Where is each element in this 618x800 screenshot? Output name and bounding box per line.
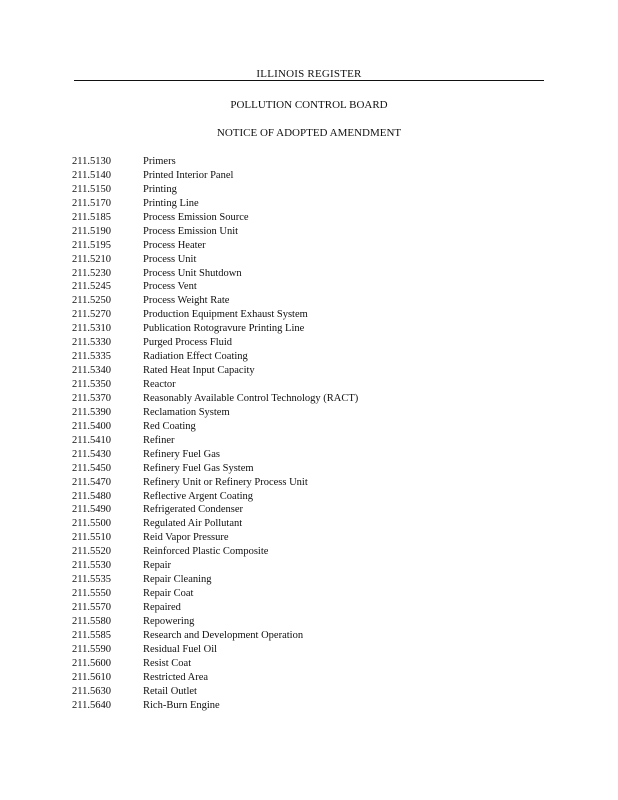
section-number: 211.5550 (72, 588, 111, 600)
definition-term: Resist Coat (143, 657, 192, 669)
section-number: 211.5580 (72, 615, 111, 627)
definition-term: Red Coating (143, 420, 196, 432)
definition-term: Repair Coat (143, 588, 194, 600)
section-number: 211.5150 (72, 183, 111, 195)
definition-term: Research and Development Operation (143, 629, 304, 641)
definition-row (72, 531, 512, 545)
definition-row (72, 267, 512, 281)
section-number: 211.5570 (72, 602, 111, 613)
definition-term: Refrigerated Condenser (143, 504, 244, 516)
section-number: 211.5190 (72, 225, 111, 237)
section-number: 211.5450 (72, 462, 111, 474)
definition-term: Purged Process Fluid (143, 337, 233, 349)
section-number: 211.5185 (72, 211, 111, 223)
definition-term: Reclamation System (143, 406, 230, 418)
section-number: 211.5520 (72, 546, 111, 558)
definition-term: Primers (143, 156, 176, 167)
definition-term: Printed Interior Panel (143, 169, 234, 181)
section-number: 211.5500 (72, 518, 111, 530)
definition-row (72, 476, 512, 490)
section-number: 211.5350 (72, 379, 111, 390)
register-title: ILLINOIS REGISTER (250, 68, 367, 80)
definition-term: Repowering (143, 615, 195, 627)
section-number: 211.5610 (72, 671, 111, 683)
definition-row (72, 615, 512, 629)
definition-term: Printing Line (143, 197, 199, 209)
section-number: 211.5590 (72, 643, 111, 655)
definition-row (72, 559, 512, 573)
definition-row (72, 587, 512, 601)
definition-row (72, 434, 512, 448)
definition-row (72, 545, 512, 559)
section-number: 211.5585 (72, 629, 111, 641)
definition-row (72, 197, 512, 211)
definition-term: Rich-Burn Engine (143, 699, 220, 711)
definition-row (72, 462, 512, 476)
definition-term: Residual Fuel Oil (143, 643, 218, 655)
definition-term: Publication Rotogravure Printing Line (143, 323, 305, 335)
definition-row (72, 490, 512, 504)
section-number: 211.5130 (72, 156, 111, 167)
definition-row (72, 280, 512, 294)
definition-term: Process Vent (143, 281, 197, 293)
section-number: 211.5640 (72, 699, 111, 711)
definition-row (72, 211, 512, 225)
definition-term: Refiner (143, 434, 175, 446)
section-number: 211.5330 (72, 337, 111, 349)
definition-row (72, 378, 512, 392)
definition-term: Retail Outlet (143, 685, 197, 697)
definition-row (72, 225, 512, 239)
section-number: 211.5390 (72, 406, 111, 418)
definition-row (72, 601, 512, 615)
header-rule (74, 80, 544, 81)
definition-term: Process Emission Source (143, 211, 249, 223)
section-number: 211.5490 (72, 504, 111, 516)
definition-term: Radiation Effect Coating (143, 351, 248, 363)
definition-row (72, 169, 512, 183)
definition-row (72, 643, 512, 657)
agency-title: POLLUTION CONTROL BOARD (230, 99, 388, 111)
definition-row (72, 183, 512, 197)
definition-row (72, 420, 512, 434)
definition-row (72, 699, 512, 713)
section-number: 211.5340 (72, 365, 111, 377)
definition-row (72, 406, 512, 420)
definition-row (72, 392, 512, 406)
definition-term: Process Unit Shutdown (143, 267, 242, 279)
definition-row (72, 685, 512, 699)
definition-term: Repaired (143, 602, 181, 613)
section-number: 211.5195 (72, 239, 111, 251)
definition-term: Refinery Unit or Refinery Process Unit (143, 476, 308, 488)
definition-term: Repair Cleaning (143, 574, 212, 586)
section-number: 211.5210 (72, 253, 111, 265)
section-number: 211.5600 (72, 657, 111, 669)
section-number: 211.5370 (72, 392, 111, 404)
definition-term: Production Equipment Exhaust System (143, 309, 308, 321)
definition-term: Reinforced Plastic Composite (143, 546, 269, 558)
section-number: 211.5530 (72, 560, 111, 572)
definition-row (72, 364, 512, 378)
definition-term: Process Emission Unit (143, 225, 239, 237)
definition-term: Reid Vapor Pressure (143, 532, 229, 544)
definition-row (72, 322, 512, 336)
section-number: 211.5335 (72, 351, 111, 363)
section-number: 211.5535 (72, 574, 111, 586)
definition-term: Process Unit (143, 253, 197, 265)
section-number: 211.5170 (72, 197, 111, 209)
definition-row (72, 239, 512, 253)
definition-term: Reasonably Available Control Technology (RACT) (143, 392, 359, 404)
notice-title: NOTICE OF ADOPTED AMENDMENT (216, 127, 402, 139)
definition-row (72, 294, 512, 308)
section-number: 211.5140 (72, 169, 111, 181)
definitions-list (72, 155, 512, 713)
section-number: 211.5230 (72, 267, 111, 279)
definition-row (72, 503, 512, 517)
definition-term: Repair (143, 560, 171, 572)
section-number: 211.5430 (72, 448, 111, 460)
section-number: 211.5270 (72, 309, 111, 321)
definition-term: Regulated Air Pollutant (143, 518, 243, 530)
definition-term: Refinery Fuel Gas System (143, 462, 254, 474)
definition-term: Refinery Fuel Gas (143, 448, 220, 460)
section-number: 211.5250 (72, 295, 111, 307)
register-header (74, 70, 544, 84)
definition-term: Restricted Area (143, 671, 209, 683)
definition-row (72, 253, 512, 267)
section-number: 211.5630 (72, 685, 111, 697)
definition-row (72, 448, 512, 462)
section-number: 211.5410 (72, 434, 111, 446)
section-number: 211.5400 (72, 420, 111, 432)
definition-row (72, 350, 512, 364)
definition-row (72, 155, 512, 169)
definition-term: Printing (143, 183, 177, 195)
section-number: 211.5310 (72, 323, 111, 335)
definition-term: Process Heater (143, 239, 206, 251)
definition-row (72, 517, 512, 531)
section-number: 211.5480 (72, 490, 111, 502)
definition-term: Reflective Argent Coating (143, 490, 254, 502)
definition-term: Process Weight Rate (143, 295, 230, 307)
section-number: 211.5470 (72, 476, 111, 488)
section-number: 211.5510 (72, 532, 111, 544)
definition-term: Reactor (143, 379, 176, 390)
definition-row (72, 573, 512, 587)
definition-term: Rated Heat Input Capacity (143, 365, 255, 377)
definition-row (72, 336, 512, 350)
definition-row (72, 657, 512, 671)
definition-row (72, 671, 512, 685)
section-number: 211.5245 (72, 281, 111, 293)
definition-row (72, 629, 512, 643)
definition-row (72, 308, 512, 322)
